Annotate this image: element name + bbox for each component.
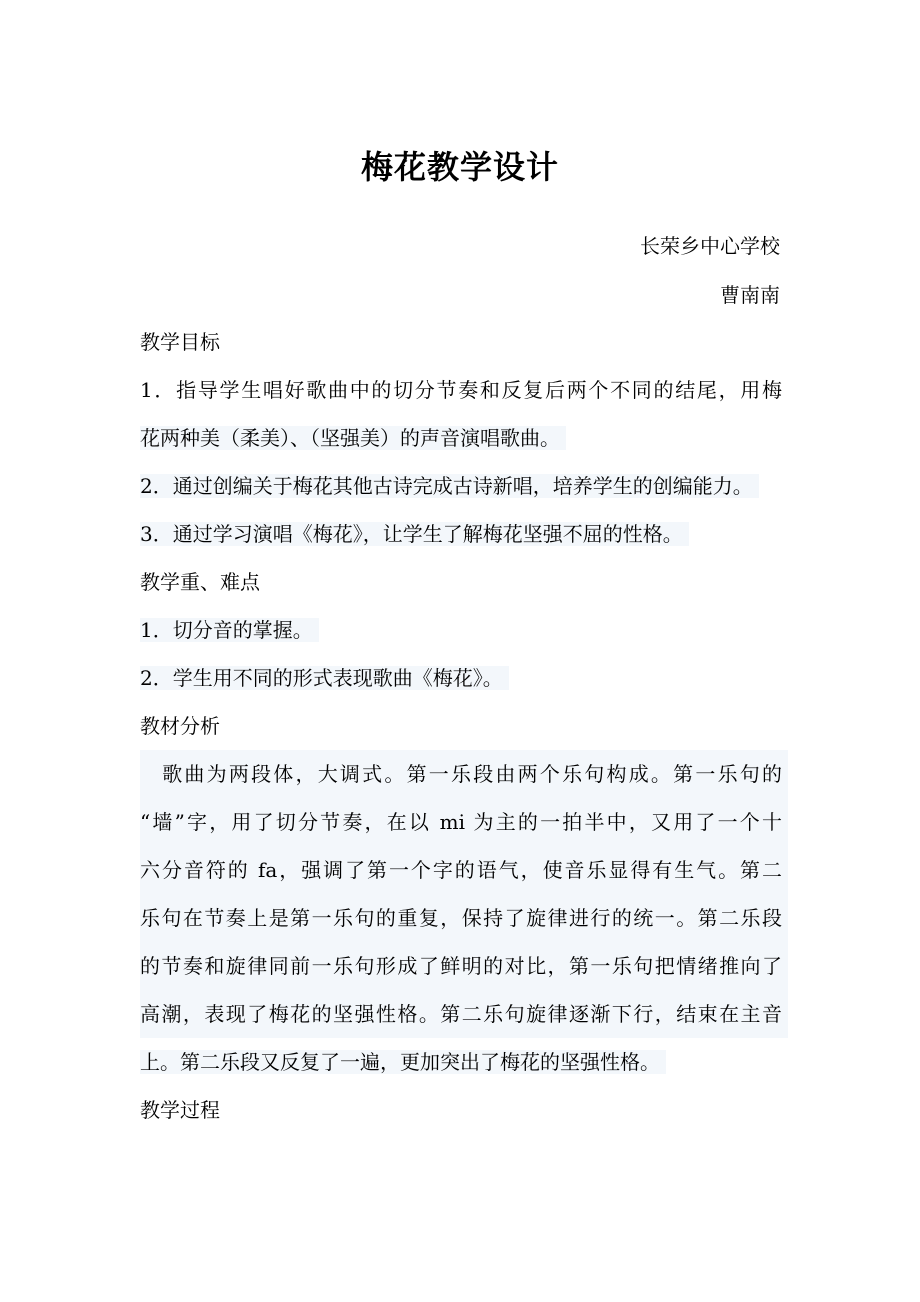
goal-text-3: 2．通过创编关于梅花其他古诗完成古诗新唱，培养学生的创编能力。 — [140, 474, 759, 498]
analysis-text-5: 的节奏和旋律同前一乐句形成了鲜明的对比，第一乐句把情绪推向了 — [140, 942, 788, 990]
goal-text-1: 1．指导学生唱好歌曲中的切分节奏和反复后两个不同的结尾，用梅 — [140, 378, 782, 402]
analysis-line-6 — [140, 990, 788, 1038]
goal-text-4: 3．通过学习演唱《梅花》，让学生了解梅花坚强不屈的性格。 — [140, 522, 689, 546]
goals-heading — [140, 318, 220, 366]
analysis-text-2: “墙”字，用了切分节奏，在以 mi 为主的一拍半中，又用了一个十 — [140, 798, 788, 846]
analysis-heading-text: 教材分析 — [140, 714, 220, 738]
key-points-heading — [140, 558, 260, 606]
goal-text-2: 花两种美（柔美）、（坚强美）的声音演唱歌曲。 — [140, 426, 566, 450]
process-heading-text: 教学过程 — [140, 1098, 220, 1122]
analysis-line-2 — [140, 798, 788, 846]
author-name: 曹南南 — [720, 283, 780, 307]
key-point-text-1: 1．切分音的掌握。 — [140, 618, 319, 642]
goal-line-2 — [140, 414, 566, 462]
goal-line-1 — [140, 366, 782, 414]
key-points-heading-text: 教学重、难点 — [140, 570, 260, 594]
document-title: 梅花教学设计 — [360, 148, 559, 186]
process-heading — [140, 1086, 220, 1134]
analysis-heading — [140, 702, 220, 750]
key-point-line-1 — [140, 606, 319, 654]
analysis-text-1: 歌曲为两段体，大调式。第一乐段由两个乐句构成。第一乐句的 — [140, 750, 788, 798]
analysis-text-6: 高潮，表现了梅花的坚强性格。第二乐句旋律逐渐下行，结束在主音 — [140, 990, 788, 1038]
analysis-line-5 — [140, 942, 788, 990]
analysis-line-3 — [140, 846, 788, 894]
key-point-text-2: 2．学生用不同的形式表现歌曲《梅花》。 — [140, 666, 509, 690]
analysis-text-3: 六分音符的 fa，强调了第一个字的语气，使音乐显得有生气。第二 — [140, 846, 788, 894]
key-point-line-2 — [140, 654, 509, 702]
analysis-line-7 — [140, 1038, 666, 1086]
goals-heading-text: 教学目标 — [140, 330, 220, 354]
school-name: 长荣乡中心学校 — [640, 234, 780, 258]
goal-line-3 — [140, 462, 759, 510]
analysis-line-1 — [140, 750, 788, 798]
analysis-line-4 — [140, 894, 788, 942]
analysis-text-4: 乐句在节奏上是第一乐句的重复，保持了旋律进行的统一。第二乐段 — [140, 894, 788, 942]
analysis-text-7: 上。第二乐段又反复了一遍，更加突出了梅花的坚强性格。 — [140, 1050, 666, 1074]
goal-line-4 — [140, 510, 689, 558]
